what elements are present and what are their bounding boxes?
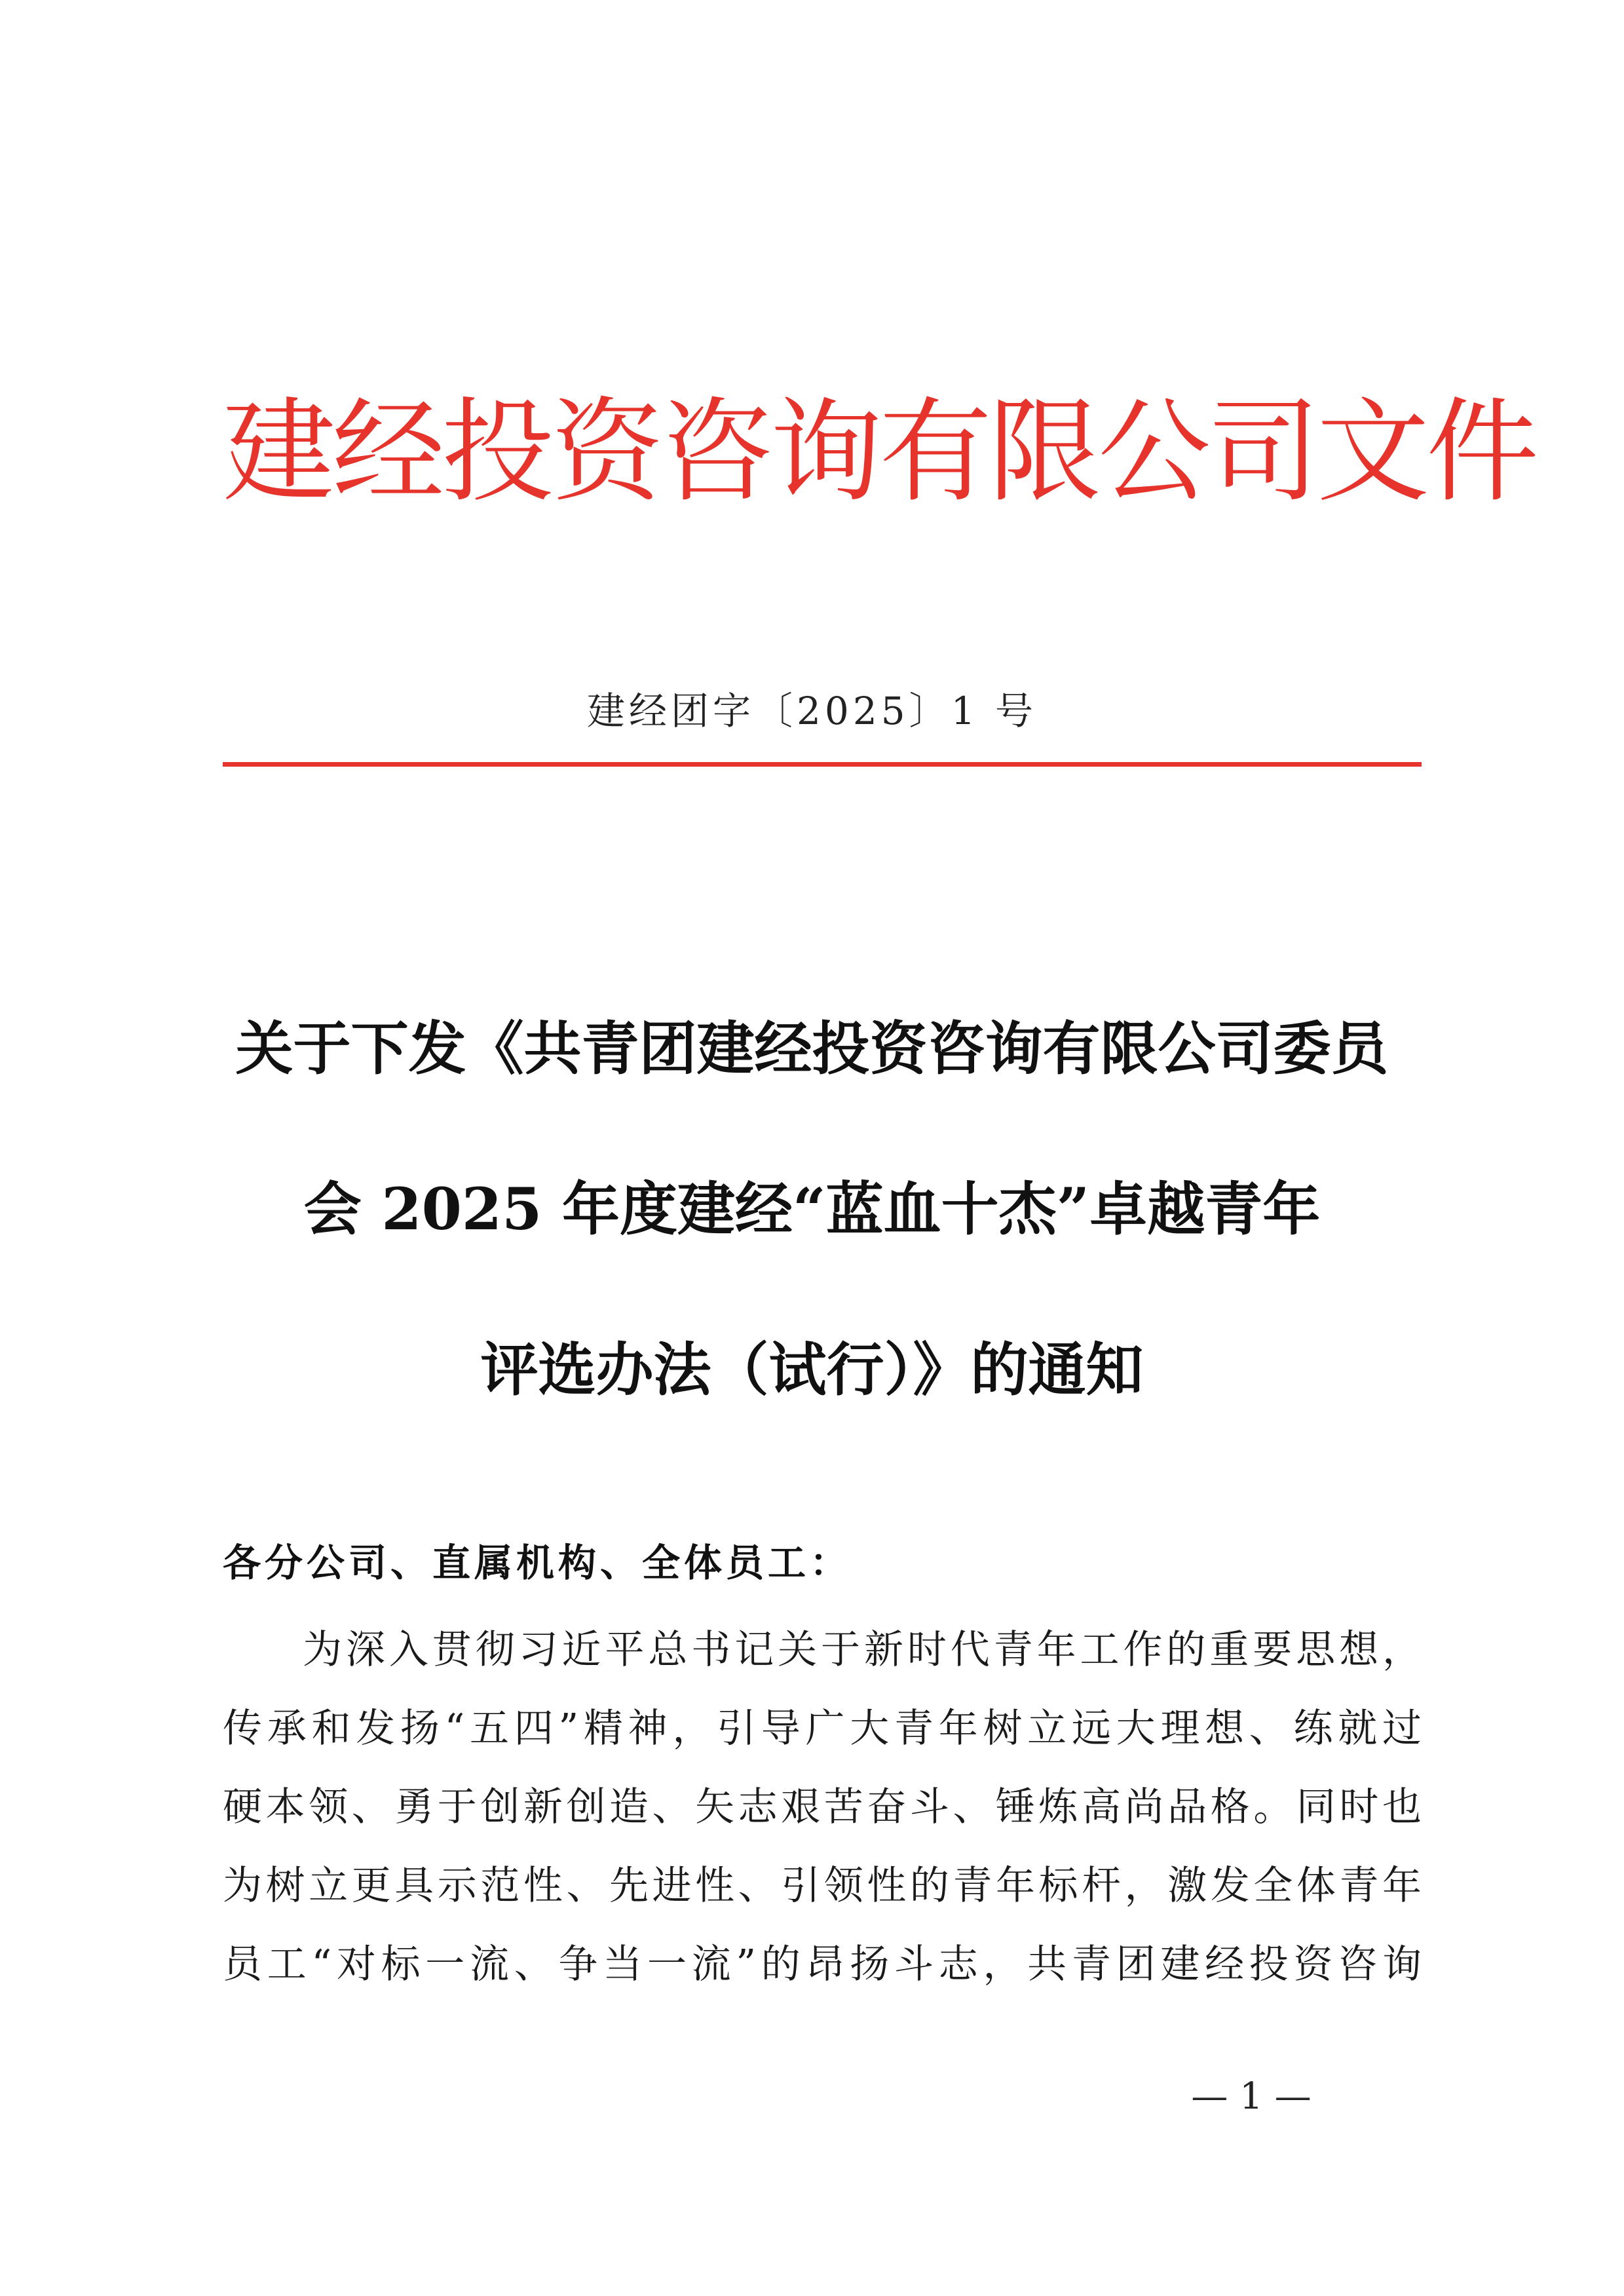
body-paragraph-line: 员工“对标一流、争当一流”的昂扬斗志，共青团建经投资咨询 bbox=[223, 1942, 1422, 1987]
notice-title-line-2: 会 2025 年度建经“蓝血十杰”卓越青年 bbox=[303, 1175, 1321, 1243]
body-paragraph-line: 为深入贯彻习近平总书记关于新时代青年工作的重要思想， bbox=[303, 1627, 1422, 1673]
page-number: — 1 — bbox=[1191, 2075, 1312, 2118]
header-divider bbox=[223, 762, 1422, 767]
issuer-header-title: 建经投资咨询有限公司文件 bbox=[223, 386, 1536, 518]
body-paragraph-line: 传承和发扬“五四”精神，引导广大青年树立远大理想、练就过 bbox=[223, 1706, 1422, 1751]
notice-title-line-1: 关于下发《共青团建经投资咨询有限公司委员 bbox=[235, 1014, 1389, 1082]
body-paragraph-line: 为树立更具示范性、先进性、引领性的青年标杆，激发全体青年 bbox=[223, 1863, 1422, 1909]
document-number: 建经团字〔2025〕1 号 bbox=[587, 689, 1037, 733]
body-paragraph-line: 硬本领、勇于创新创造、矢志艰苦奋斗、锤炼高尚品格。同时也 bbox=[223, 1784, 1422, 1830]
notice-title-line-3: 评选办法（试行）》的通知 bbox=[480, 1335, 1144, 1404]
salutation: 各分公司、直属机构、全体员工： bbox=[223, 1540, 852, 1585]
